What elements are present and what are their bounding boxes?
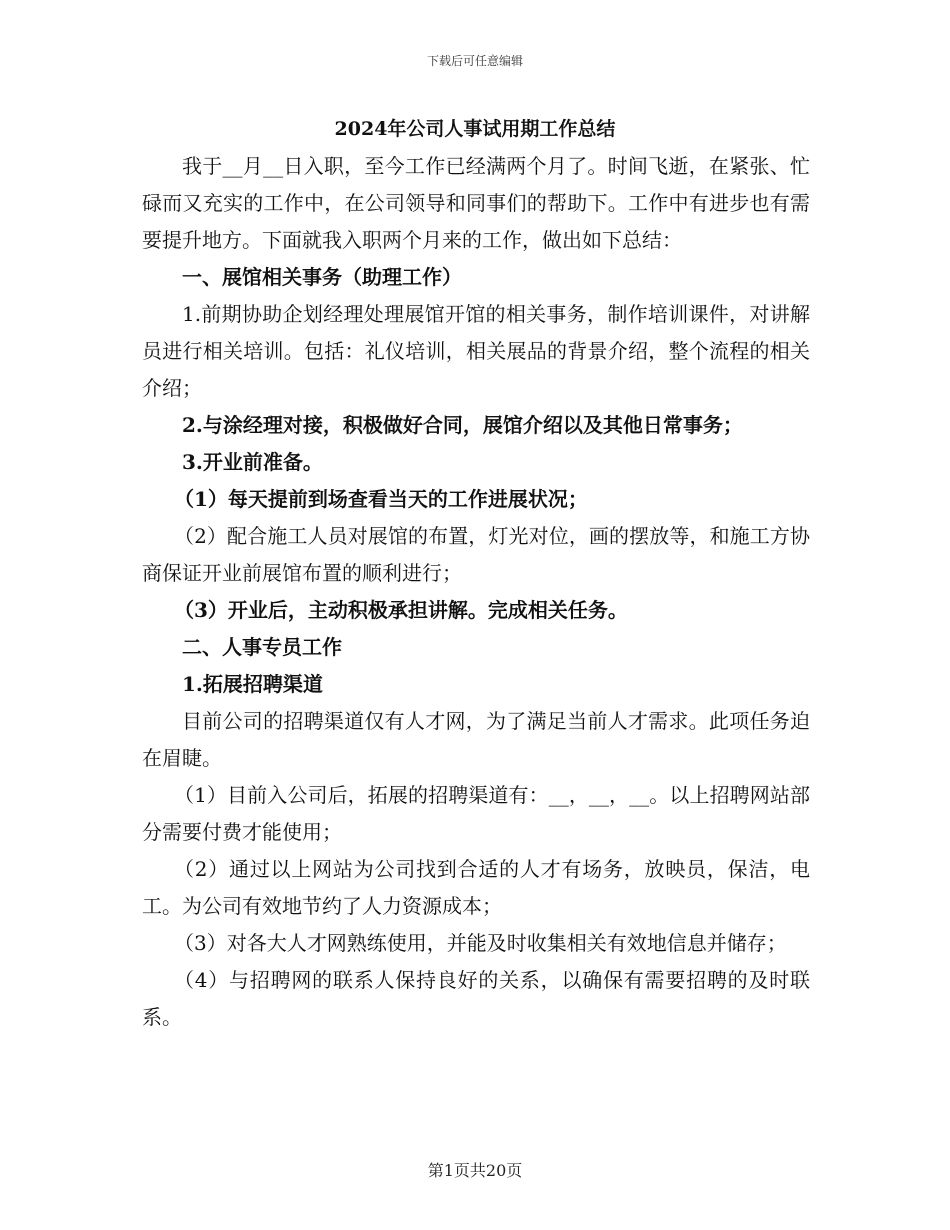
- header-note: 下载后可任意编辑: [426, 54, 523, 68]
- section-heading-hr: 二、人事专员工作: [182, 635, 342, 659]
- subsection-heading-recruitment: 1.拓展招聘渠道: [182, 672, 323, 696]
- sub-item-3: （3）开业后，主动积极承担讲解。完成相关任务。: [174, 598, 628, 622]
- intro-paragraph: 我于__月__日入职，至今工作已经满两个月了。时间飞逝，在紧张、忙碌而又充实的工作中，在公司领导和同事们的帮助下。工作中有进步也有需要提升地方。下面就我入职两个月来的工作，做出如下总结：: [142, 154, 810, 252]
- paragraph-item-2: 2.与涂经理对接，积极做好合同，展馆介绍以及其他日常事务；: [182, 413, 743, 437]
- recruitment-item-3: （3）对各大人才网熟练使用，并能及时收集相关有效地信息并储存；: [174, 931, 787, 955]
- sub-item-2: （2）配合施工人员对展馆的布置，灯光对位，画的摆放等，和施工方协商保证开业前展馆布置的顺利进行；: [142, 524, 810, 585]
- section-heading-exhibition: 一、展馆相关事务（助理工作）: [182, 265, 462, 289]
- recruitment-item-4: （4）与招聘网的联系人保持良好的关系，以确保有需要招聘的及时联系。: [142, 968, 810, 1029]
- sub-item-1: （1）每天提前到场查看当天的工作进展状况；: [174, 487, 588, 511]
- recruitment-paragraph: 目前公司的招聘渠道仅有人才网，为了满足当前人才需求。此项任务迫在眉睫。: [142, 709, 810, 770]
- paragraph-item-3: 3.开业前准备。: [182, 450, 323, 474]
- recruitment-item-1: （1）目前入公司后，拓展的招聘渠道有：__，__，__。以上招聘网站部分需要付费才能使用；: [142, 783, 810, 844]
- recruitment-item-2: （2）通过以上网站为公司找到合适的人才有场务，放映员，保洁，电工。为公司有效地节约了人力资源成本；: [142, 857, 810, 918]
- paragraph-item-1: 1.前期协助企划经理处理展馆开馆的相关事务，制作培训课件，对讲解员进行相关培训。包括：礼仪培训，相关展品的背景介绍，整个流程的相关介绍；: [142, 302, 810, 400]
- document-body: [142, 148, 810, 1036]
- document-title: 2024年公司人事试用期工作总结: [334, 118, 616, 140]
- page-footer: 第1页共20页: [427, 1161, 523, 1180]
